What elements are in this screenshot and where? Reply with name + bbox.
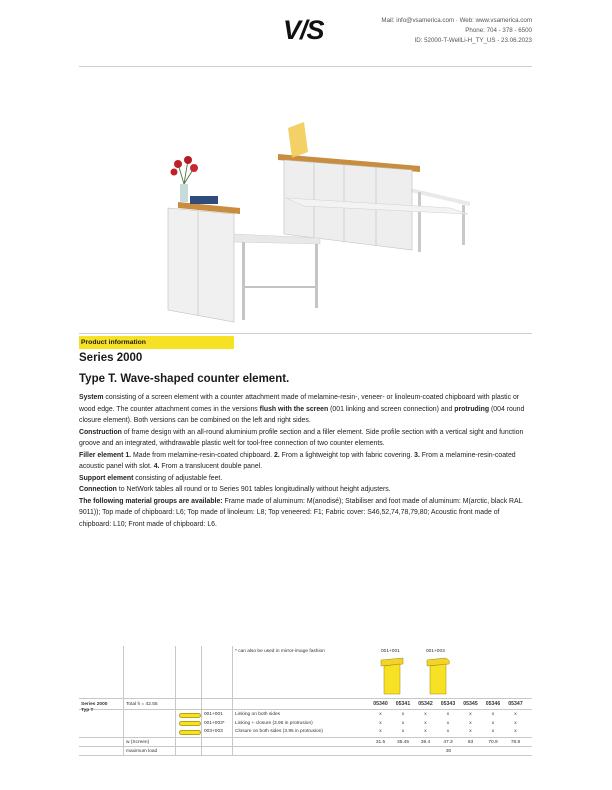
contact-mail: Mail: info@vsamerica.com · Web: www.vsamerica.com — [381, 17, 532, 24]
availability-mark: x — [514, 712, 517, 717]
table-divider — [79, 746, 532, 747]
variant-label: Linking + closure (3.95 in protrusion) — [235, 720, 313, 726]
availability-mark: x — [379, 720, 382, 726]
desc-bold: 3. — [414, 451, 420, 459]
article-code: 05341 — [395, 701, 411, 707]
desc-text: (001 linking and screen connection) and — [328, 405, 455, 413]
desc-bold: flush with the screen — [259, 405, 329, 413]
article-code: 05342 — [418, 701, 433, 707]
availability-mark: x — [424, 729, 427, 734]
contact-phone: Phone: 704 - 378 - 6500 — [465, 27, 532, 34]
availability-mark: x — [491, 720, 495, 726]
table-divider — [232, 646, 233, 756]
type-subtitle: Type T. Wave-shaped counter element. — [79, 373, 290, 385]
variant-label: Closure on both sides (3.95 in protrusion) — [235, 729, 323, 734]
variant-code: 001+003* — [204, 720, 225, 726]
availability-mark: x — [446, 720, 450, 726]
variant-swatch — [179, 721, 201, 726]
counter-figure-icon — [379, 656, 405, 696]
desc-connection — [79, 484, 531, 496]
variant-code: 001+001 — [204, 712, 223, 717]
variant-swatch — [179, 730, 201, 735]
desc-materials — [79, 496, 531, 531]
desc-bold: 4. — [153, 463, 160, 470]
desc-bold: System — [79, 394, 104, 401]
availability-mark: x — [379, 729, 382, 734]
desc-text: Made from melamine-resin-coated chipboard. — [131, 451, 274, 459]
desc-bold: Connection — [79, 486, 117, 493]
availability-mark: x — [469, 712, 472, 717]
width-value: 31.5 — [375, 740, 386, 745]
article-code: 05340 — [373, 701, 388, 707]
mirror-note: * can also be used in mirror-image fashion — [235, 649, 325, 654]
variant-code: 003+003 — [204, 729, 223, 734]
desc-text: From a translucent double panel. — [159, 463, 263, 470]
document-id: ID: 52000-T-WellLi-H_TY_US - 23.06.2023 — [414, 37, 532, 44]
figure-label-1: 001+001 — [381, 649, 400, 654]
desc-bold: 2. — [273, 451, 280, 459]
availability-mark: x — [514, 720, 517, 726]
availability-mark: x — [424, 712, 427, 717]
width-label: w (Screen) — [126, 740, 150, 745]
type-label: Typ T — [81, 708, 94, 713]
table-divider — [79, 755, 532, 756]
availability-mark: x — [379, 712, 382, 717]
product-photo — [150, 110, 470, 330]
counter-figure-icon — [425, 656, 451, 696]
desc-bold: protruding — [454, 405, 490, 413]
desc-support — [79, 473, 531, 485]
description — [79, 392, 531, 530]
availability-mark: x — [401, 729, 405, 734]
availability-mark: x — [446, 729, 450, 734]
article-code: 05347 — [508, 701, 523, 707]
series-label: Series 2000 — [81, 702, 108, 707]
availability-mark: x — [446, 712, 450, 717]
desc-system — [79, 392, 531, 427]
variant-swatch — [179, 713, 201, 718]
availability-mark: x — [469, 720, 472, 726]
variant-label: Linking on both sides — [235, 712, 281, 717]
desc-text: of frame design with an all-round aluminium profile section and a filler element. Side profile section with a vertical sight and function groove and an integrated, withdrawable plastic welt for tool-free connection of two counter elements. — [79, 428, 524, 447]
header-divider — [79, 66, 532, 67]
product-info-badge: Product information — [79, 336, 234, 349]
load-label: maximum load — [126, 749, 158, 754]
availability-mark: x — [401, 720, 405, 726]
desc-bold: Filler element 1. — [79, 451, 132, 459]
photo-divider — [79, 333, 532, 334]
availability-mark: x — [401, 712, 405, 717]
table-divider — [175, 646, 176, 756]
availability-mark: x — [491, 729, 495, 734]
desc-bold: Support element — [79, 474, 134, 482]
desc-text: to NetWork tables all round or to Series 901 tables longitudinally without height adjusters. — [116, 486, 391, 493]
availability-mark: x — [424, 720, 427, 726]
desc-text: consisting of adjustable feet. — [133, 474, 223, 482]
width-value: 70.9 — [488, 740, 498, 745]
desc-text: consisting of a screen element with a counter attachment made of melamine-resin-, veneer- or linoleum-coated chipboard with plastic or wood edge. The counter attachment comes in the versions — [79, 394, 520, 413]
desc-construction — [79, 427, 531, 450]
table-divider — [123, 646, 124, 756]
desc-text: Frame made of aluminum: M(anodisé); Stabiliser and foot made of aluminum: M(arctic, black RAL 9011)); Top made of chipboard: L6; Top made of linoleum: L8; Top veneered: F1; Fabric cover: S46,52,74,78,79,80; Acoustic front made of chipboard: L10; Front made of chipboard: L6. — [79, 497, 523, 528]
desc-text: From a melamine-resin-coated acoustic panel with slot. — [79, 451, 516, 470]
load-value: 30 — [445, 749, 452, 754]
desc-text: From a lightweight top with fabric covering. — [279, 451, 415, 459]
desc-text: (004 round closure element). Both versions can be combined on the left and right sides. — [79, 405, 525, 424]
availability-mark: x — [469, 729, 472, 734]
vs-logo: V/S — [283, 15, 324, 45]
series-title: Series 2000 — [79, 352, 143, 364]
article-code: 05346 — [485, 701, 501, 707]
total-height: Total h = 42.55 — [126, 702, 158, 707]
desc-bold: Construction — [79, 428, 122, 436]
table-divider — [79, 698, 532, 699]
width-value: 47.3 — [443, 740, 453, 745]
figure-label-2: 001+003 — [426, 649, 445, 654]
width-value: 78.8 — [510, 740, 521, 745]
table-divider — [79, 709, 532, 710]
width-value: 39.4 — [420, 740, 431, 745]
availability-mark: x — [491, 712, 495, 717]
width-value: 63 — [467, 740, 474, 745]
table-divider — [201, 646, 202, 756]
table-divider — [79, 737, 532, 738]
contact-block — [381, 16, 532, 46]
article-code: 05343 — [440, 701, 456, 707]
desc-bold: The following material groups are available: — [79, 497, 223, 505]
spec-table — [79, 646, 532, 786]
desc-filler — [79, 450, 531, 473]
availability-mark: x — [514, 729, 517, 734]
width-value: 35.45 — [396, 740, 409, 745]
article-code: 05345 — [463, 701, 478, 707]
